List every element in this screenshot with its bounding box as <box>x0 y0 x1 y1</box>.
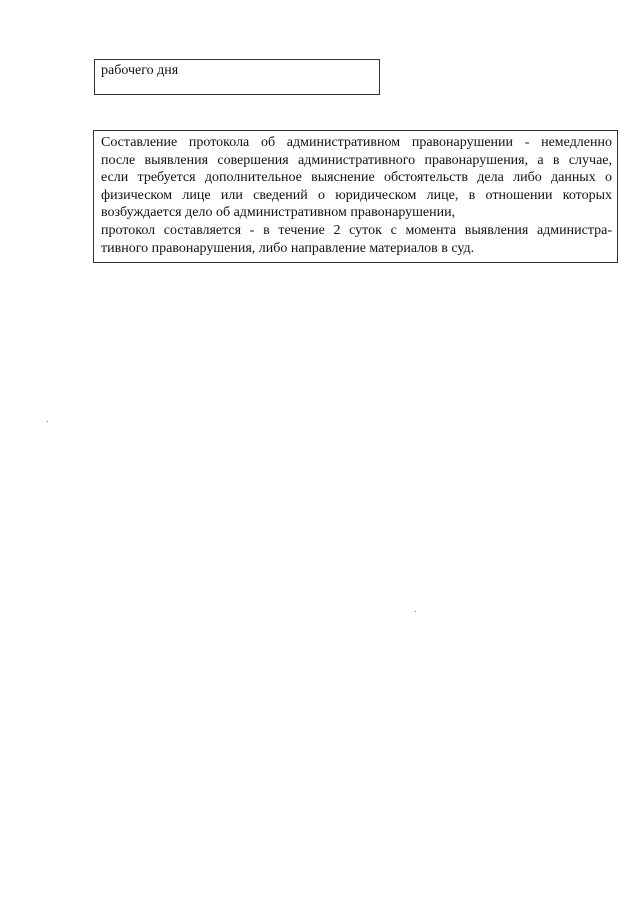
protocol-text-line-4: физическом лице или сведений о юридическом лице, в отношении которых <box>101 187 612 203</box>
protocol-text-line-5: возбуждается дело об административном правонарушении, <box>101 205 456 221</box>
continuation-text: рабочего дня <box>101 63 179 78</box>
continuation-text-box <box>94 59 380 95</box>
scan-speck <box>47 421 48 422</box>
protocol-text-line-3: если требуется дополнительное выяснение обстоятельств дела либо данных о <box>101 170 612 186</box>
protocol-deadline-box <box>93 130 618 263</box>
protocol-text-line-7: тивного правонарушения, либо направление материалов в суд. <box>101 240 475 256</box>
protocol-text-line-6: протокол составляется - в течение 2 суток с момента выявления администра- <box>101 222 612 238</box>
scan-speck <box>415 611 416 612</box>
protocol-text-line-1: Составление протокола об административном правонарушении - немедленно <box>101 135 612 150</box>
protocol-text-line-2: после выявления совершения административного правонарушения, а в случае, <box>101 152 612 168</box>
